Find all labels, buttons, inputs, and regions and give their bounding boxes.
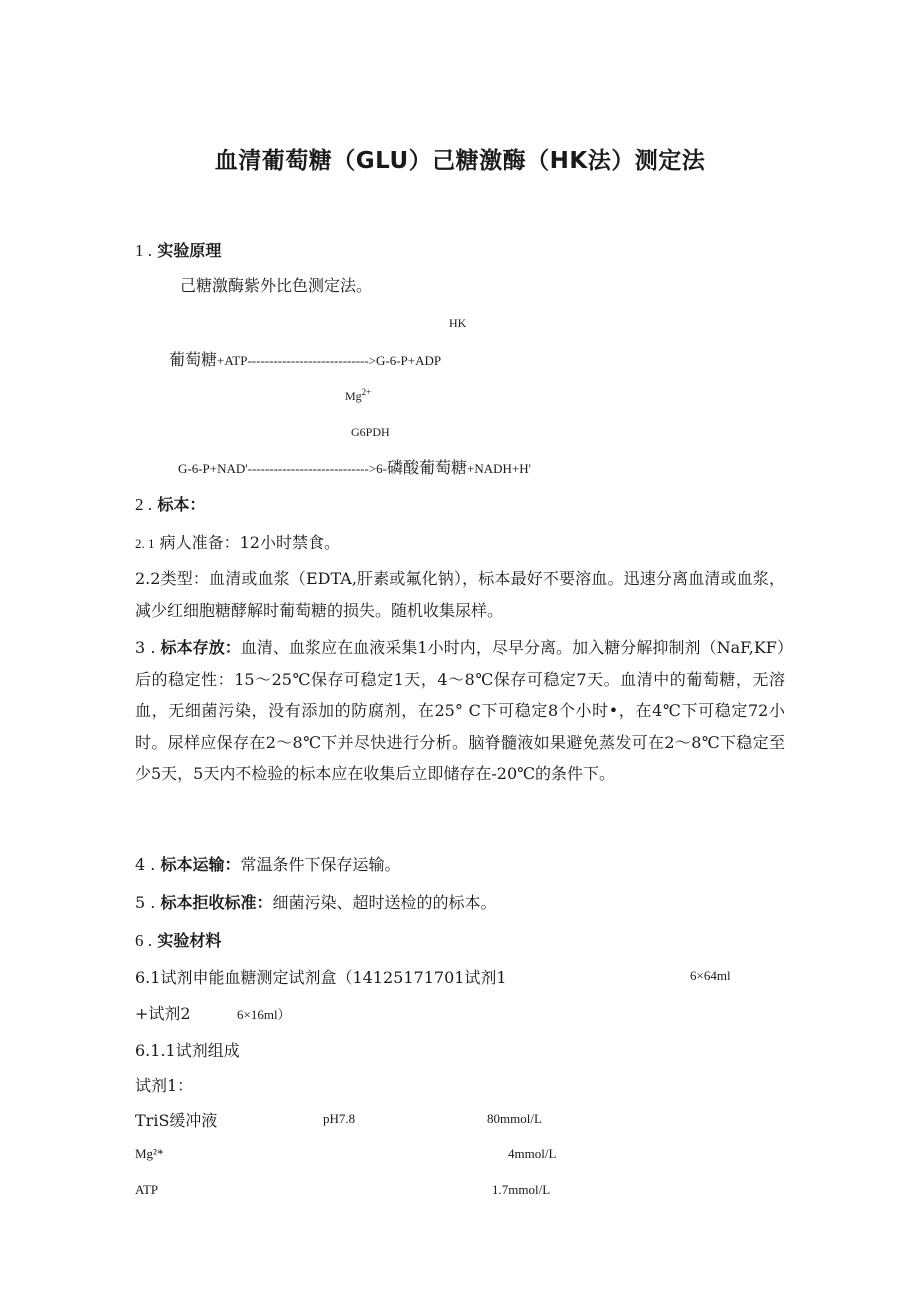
section-6-heading [135, 928, 221, 951]
reaction-2 [178, 455, 531, 478]
kit-qty-1: 6×64ml [690, 968, 731, 983]
section-5-text: 细菌污染、超时送检的的标本。 [272, 893, 497, 912]
reaction-2-right-a: 6- [376, 461, 388, 476]
section-title: 标本： [157, 495, 206, 514]
component-name-text: TriS缓冲液 [135, 1111, 218, 1130]
reaction-1-left-en: +ATP [217, 353, 248, 368]
section-5 [135, 890, 496, 913]
section-number: 5 . [135, 893, 156, 912]
reaction-1-enzyme: HK [449, 316, 467, 330]
component-ph: pH7.8 [323, 1111, 356, 1126]
cofactor-sup: 2+ [361, 387, 372, 397]
reaction-1-cofactor [345, 387, 371, 404]
reaction-2-enzyme: G6PDH [351, 425, 390, 439]
reaction-2-left: G-6-P+NAD' [178, 461, 248, 476]
method-text: 己糖激酶紫外比色测定法。 [180, 276, 373, 295]
kit-line-1: 6.1试剂申能血糖测定试剂盒（14125171701试剂1 [135, 968, 507, 987]
reaction-1-right: G-6-P+ADP [376, 353, 442, 368]
section-2-heading [135, 492, 205, 515]
kit-line-2a: +试剂2 [135, 1004, 191, 1023]
section-1-heading [135, 238, 221, 261]
component-conc: 4mmol/L [508, 1146, 557, 1161]
section-label: 标本运输： [160, 855, 241, 874]
section-label: 标本拒收标准： [160, 893, 273, 912]
paragraph-2-1 [135, 530, 340, 553]
kit-line-2b: 6×16ml） [237, 1007, 291, 1022]
paragraph-2-1-text: 病人准备：12小时禁食。 [159, 533, 340, 552]
section-4 [135, 852, 400, 875]
composition-heading: 6.1.1试剂组成 [135, 1041, 240, 1060]
kit-line-2 [135, 1001, 191, 1024]
paragraph-2-2: 2.2类型：血清或血浆（EDTA,肝素或氟化钠），标本最好不要溶血。迅速分离血清或血浆，减少红细胞糖酵解时葡萄糖的损失。随机收集尿样。 [135, 569, 785, 620]
component-name: ATP [135, 1182, 159, 1197]
section-3 [135, 632, 785, 790]
component-name: Mg²* [135, 1146, 164, 1161]
reagent-1-label: 试剂1： [135, 1076, 194, 1095]
section-4-text: 常温条件下保存运输。 [240, 855, 401, 874]
component-conc: 80mmol/L [487, 1111, 542, 1126]
paragraph-2-1-number: 2. 1 [135, 536, 155, 551]
section-label: 标本存放： [160, 638, 241, 657]
cofactor-text: Mg [345, 389, 362, 403]
section-3-text: 血清、血浆应在血液采集1小时内，尽早分离。加入糖分解抑制剂（NaF,KF）后的稳定性：15～25℃保存可稳定1天，4～8℃保存可稳定7天。血清中的葡萄糖，无溶血，无细菌污染，没有添加的防腐剂，在25° C下可稳定8个小时•，在4℃下可稳定72小时。尿样应保存在2～8℃下并尽快进行分析。脑脊髓液如果避免蒸发可在2～8℃下稳定至少5天，5天内不检验的标本应在收集后立即储存在-20℃的条件下。 [135, 638, 785, 783]
component-name [135, 1108, 217, 1131]
reaction-2-right-b: +NADH+H' [467, 461, 531, 476]
reaction-2-arrow: ----------------------------> [247, 461, 377, 476]
section-number: 2 . [135, 495, 152, 514]
reaction-1-left-cn: 葡萄糖 [169, 350, 218, 369]
section-title: 实验材料 [157, 931, 222, 950]
component-conc: 1.7mmol/L [492, 1182, 551, 1197]
section-number: 6 . [135, 931, 152, 950]
section-number: 3 . [135, 638, 156, 657]
page-title: 血清葡萄糖（GLU）己糖激酶（HK法）测定法 [214, 148, 706, 174]
section-number: 4 . [135, 855, 156, 874]
reaction-2-right-cn: 磷酸葡萄糖 [387, 458, 468, 477]
reaction-1-arrow: ----------------------------> [247, 353, 377, 368]
section-title: 实验原理 [157, 241, 222, 260]
reaction-1 [169, 347, 441, 370]
section-number: 1 . [135, 241, 152, 260]
